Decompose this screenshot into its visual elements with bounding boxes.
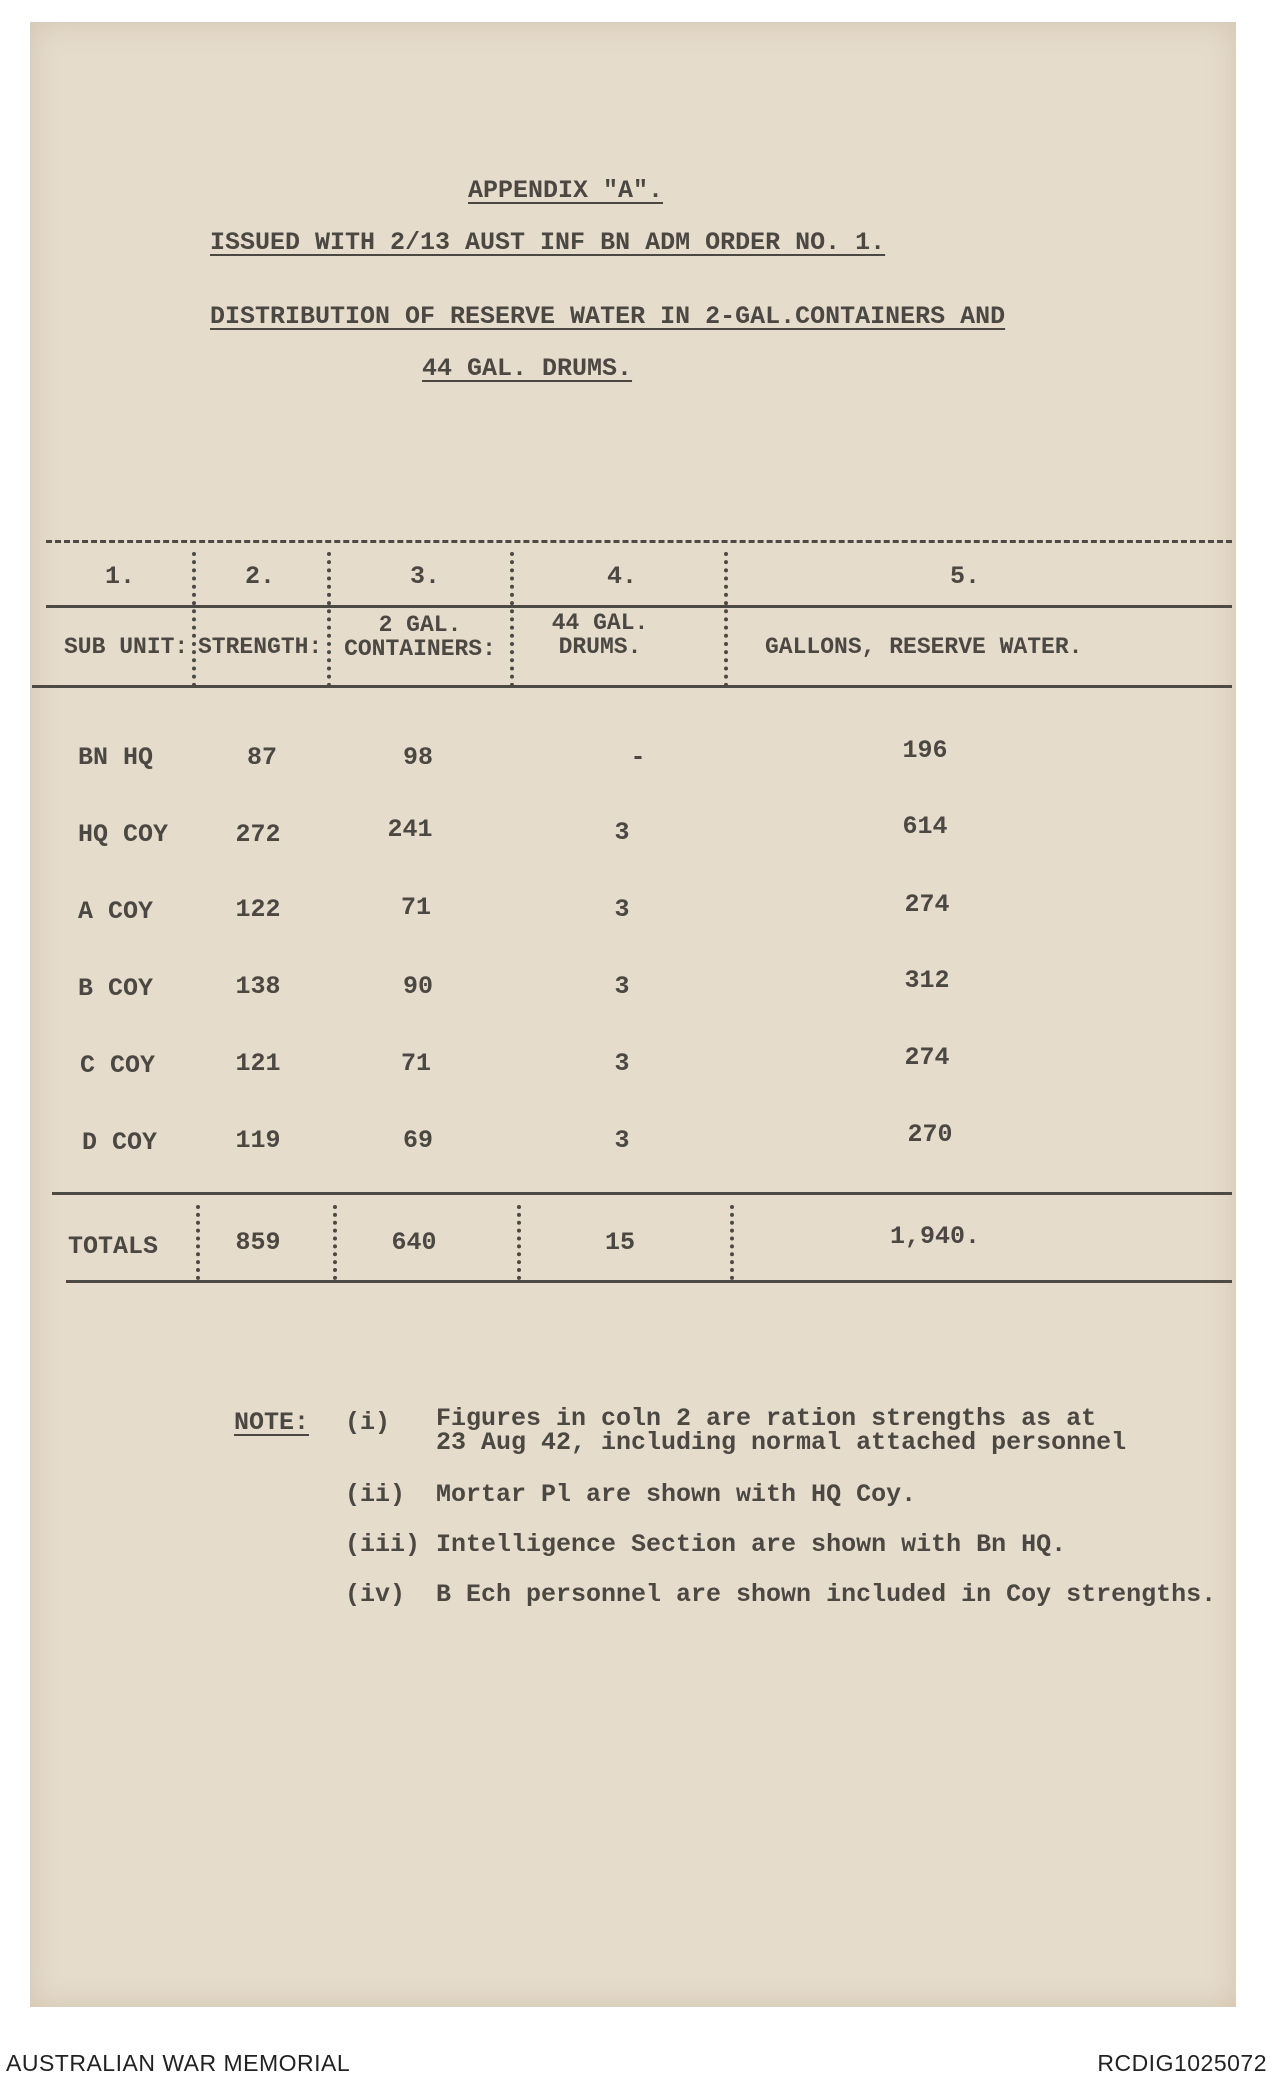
cell-44gal: 3 [614, 818, 630, 847]
cell-strength: 87 [246, 743, 277, 772]
totals-strength: 859 [235, 1228, 281, 1257]
totals-separator [196, 1205, 200, 1280]
cell-44gal: 3 [614, 1049, 630, 1078]
cell-sub-unit: C COY [80, 1051, 156, 1080]
cell-gallons: 196 [902, 736, 948, 765]
cell-strength: 122 [235, 895, 281, 924]
header-bottom-rule [32, 685, 1232, 688]
totals-separator [333, 1205, 337, 1280]
header-separator [724, 552, 728, 687]
header-sub-unit: SUB UNIT: [64, 634, 189, 660]
note-text: Mortar Pl are shown with HQ Coy. [436, 1480, 917, 1509]
cell-sub-unit: BN HQ [78, 743, 154, 772]
table-top-rule [46, 540, 1232, 543]
totals-top-rule [52, 1192, 1232, 1195]
note-text: B Ech personnel are shown included in Coy strengths. [436, 1580, 1217, 1609]
cell-strength: 138 [235, 972, 281, 1001]
header-2gal-line1: 2 GAL. [378, 612, 462, 638]
header-mid-rule [46, 605, 1232, 608]
cell-sub-unit: HQ COY [78, 820, 169, 849]
cell-sub-unit: B COY [78, 974, 154, 1003]
column-number: 3. [409, 562, 440, 591]
cell-2gal: 71 [400, 893, 431, 922]
cell-sub-unit: D COY [82, 1128, 158, 1157]
cell-44gal: 3 [614, 895, 630, 924]
column-number: 5. [949, 562, 980, 591]
totals-gallons: 1,940. [889, 1222, 980, 1251]
cell-sub-unit: A COY [78, 897, 154, 926]
cell-gallons: 312 [904, 966, 950, 995]
issued-line: ISSUED WITH 2/13 AUST INF BN ADM ORDER NO. 1. [210, 228, 886, 257]
appendix-title: APPENDIX "A". [468, 176, 664, 205]
note-number: (ii) [345, 1480, 406, 1509]
note-label: NOTE: [234, 1408, 310, 1437]
footer-left: AUSTRALIAN WAR MEMORIAL [6, 2050, 351, 2076]
column-number: 1. [104, 562, 135, 591]
totals-2gal: 640 [391, 1228, 437, 1257]
note-number: (iii) [345, 1530, 421, 1559]
cell-gallons: 274 [904, 890, 950, 919]
cell-2gal: 71 [400, 1049, 431, 1078]
cell-2gal: 98 [402, 743, 433, 772]
header-separator [510, 552, 514, 687]
distribution-title-line2: 44 GAL. DRUMS. [422, 354, 633, 383]
cell-gallons: 270 [907, 1120, 953, 1149]
cell-2gal: 90 [402, 972, 433, 1001]
totals-44gal: 15 [604, 1228, 635, 1257]
footer-right: RCDIG1025072 [1097, 2050, 1267, 2076]
distribution-title-line1: DISTRIBUTION OF RESERVE WATER IN 2-GAL.CONTAINERS AND [210, 302, 1006, 331]
cell-gallons: 274 [904, 1043, 950, 1072]
cell-strength: 121 [235, 1049, 281, 1078]
cell-strength: 272 [235, 820, 281, 849]
note-number: (i) [345, 1408, 391, 1437]
cell-strength: 119 [235, 1126, 281, 1155]
header-strength: STRENGTH: [198, 634, 323, 660]
cell-44gal: 3 [614, 1126, 630, 1155]
header-separator [192, 552, 196, 687]
note-number: (iv) [345, 1580, 406, 1609]
totals-bottom-rule [66, 1280, 1232, 1283]
cell-gallons: 614 [902, 812, 948, 841]
cell-44gal: - [630, 743, 646, 772]
header-2gal-line2: CONTAINERS: [344, 636, 496, 662]
column-number: 4. [606, 562, 637, 591]
header-44gal-line1: 44 GAL. [551, 610, 649, 636]
totals-label: TOTALS [68, 1232, 159, 1261]
totals-separator [730, 1205, 734, 1280]
header-separator [327, 552, 331, 687]
note-text: 23 Aug 42, including normal attached personnel [436, 1428, 1127, 1457]
column-number: 2. [244, 562, 275, 591]
cell-2gal: 241 [387, 815, 433, 844]
note-text: Figures in coln 2 are ration strengths as at [436, 1404, 1097, 1433]
note-text: Intelligence Section are shown with Bn HQ. [436, 1530, 1067, 1559]
totals-separator [517, 1205, 521, 1280]
header-44gal-line2: DRUMS. [558, 634, 642, 660]
cell-44gal: 3 [614, 972, 630, 1001]
header-gallons: GALLONS, RESERVE WATER. [765, 634, 1083, 660]
cell-2gal: 69 [402, 1126, 433, 1155]
